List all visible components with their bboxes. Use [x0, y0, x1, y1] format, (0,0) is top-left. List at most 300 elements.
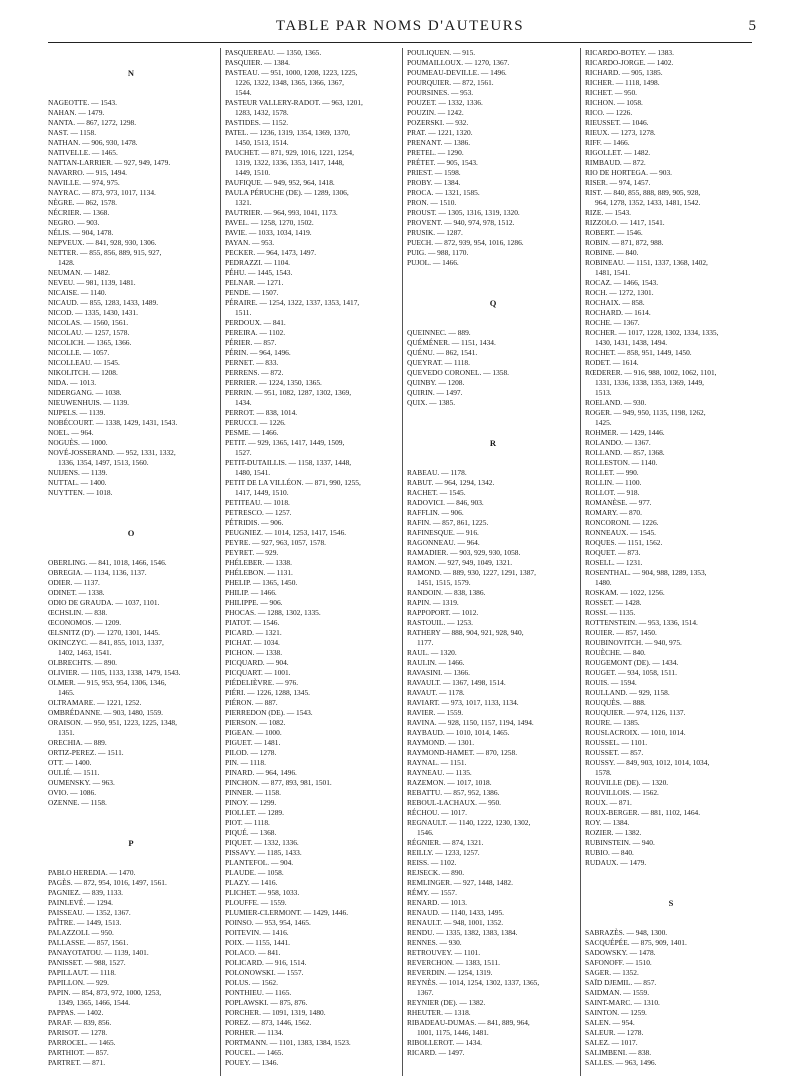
index-entry: PEUGNIEZ. — 1014, 1253, 1417, 1546. [225, 528, 347, 537]
index-entry: REVERCHON. — 1383, 1511. [407, 958, 500, 967]
index-entry: ROCH. — 1272, 1301. [585, 288, 654, 297]
index-entry: ROBIN. — 871, 872, 988. [585, 238, 664, 247]
index-entry: QUEYRAT. — 1118. [407, 358, 470, 367]
section-letter: S [668, 898, 674, 908]
index-entry: OUMENSKY. — 963. [48, 778, 115, 787]
index-entry-continuation: 1402, 1463, 1541. [58, 648, 112, 657]
index-entry: POUZIN. — 1242. [407, 108, 464, 117]
index-entry: NOEL. — 964. [48, 428, 94, 437]
index-entry-continuation: 1546. [417, 828, 434, 837]
index-entry: NAYRAC. — 873, 973, 1017, 1134. [48, 188, 156, 197]
index-entry: ROUX-BERGER. — 881, 1102, 1464. [585, 808, 701, 817]
index-entry: ROUGEMONT (DE). — 1434. [585, 658, 679, 667]
index-entry: OLMER. — 915, 953, 954, 1306, 1346, [48, 678, 167, 687]
index-entry: PAULA PÉRUCHE (DE). — 1289, 1306, [225, 188, 349, 197]
index-entry: PHILIP. — 1466. [225, 588, 277, 597]
index-entry: PASTEAU. — 951, 1000, 1208, 1223, 1225, [225, 68, 358, 77]
index-entry: NICAISE. — 1140. [48, 288, 107, 297]
index-entry: PÉRIER. — 857. [225, 338, 277, 347]
index-entry: QUIRIN. — 1497. [407, 388, 463, 397]
index-entry: ROSSET. — 1428. [585, 598, 642, 607]
index-entry: SAINT-MARC. — 1310. [585, 998, 660, 1007]
index-entry: RICHARD. — 905, 1385. [585, 68, 663, 77]
index-entry: ROLANDO. — 1367. [585, 438, 651, 447]
index-entry: NATHAN. — 906, 930, 1478. [48, 138, 138, 147]
index-entry: PUECH. — 872, 939, 954, 1016, 1286. [407, 238, 524, 247]
index-entry: ROULLAND. — 929, 1158. [585, 688, 670, 697]
index-entry: PARROCEL. — 1465. [48, 1038, 116, 1047]
index-entry: PILOD. — 1278. [225, 748, 277, 757]
index-entry: RAUL. — 1320. [407, 648, 457, 657]
index-entry: NUTTAL. — 1400. [48, 478, 107, 487]
index-entry: ŒCHSLIN. — 838. [48, 608, 108, 617]
index-entry-continuation: 1450, 1513, 1514. [235, 138, 289, 147]
index-entry: OBERLING. — 841, 1018, 1466, 1546. [48, 558, 167, 567]
index-entry: PIÉDELIÈVRE. — 976. [225, 678, 299, 687]
index-entry: ROY. — 1384. [585, 818, 630, 827]
index-entry: PÉRIN. — 964, 1496. [225, 348, 291, 357]
index-entry: RODET. — 1614. [585, 358, 639, 367]
index-entry: PENDE. — 1507. [225, 288, 279, 297]
index-entry: RATHERY — 888, 904, 921, 928, 940, [407, 628, 524, 637]
index-entry: RIGOLLET. — 1482. [585, 148, 651, 157]
index-entry: RAGONNEAU. — 964. [407, 538, 480, 547]
index-entry: PRENANT. — 1386. [407, 138, 471, 147]
index-entry: ROELAND. — 930. [585, 398, 647, 407]
index-entry-continuation: 1321. [235, 198, 252, 207]
index-entry-continuation: 1513. [595, 388, 612, 397]
index-entry-continuation: 1351. [58, 728, 75, 737]
index-entry: PICHON. — 1338. [225, 648, 283, 657]
spacer [48, 808, 214, 818]
index-entry: QUÉNU. — 862, 1541. [407, 348, 478, 357]
index-entry: PAGNIEZ. — 839, 1133. [48, 888, 124, 897]
index-entry: NICOLAU. — 1257, 1578. [48, 328, 130, 337]
index-entry: RADOVICI. — 846, 903. [407, 498, 484, 507]
index-entry: PLOUFFE. — 1559. [225, 898, 287, 907]
index-entry-continuation: 1428. [58, 258, 75, 267]
index-entry: RAFIN. — 857, 861, 1225. [407, 518, 489, 527]
spacer [48, 498, 214, 508]
index-entry: NAST. — 1158. [48, 128, 97, 137]
index-entry: RAYMOND-HAMET. — 870, 1258. [407, 748, 518, 757]
index-entry: PAVEL. — 1258, 1270, 1502. [225, 218, 314, 227]
index-entry: PHÉLEBER. — 1338. [225, 558, 292, 567]
index-entry: PANAYOTATOU. — 1139, 1401. [48, 948, 149, 957]
index-entry: POURSINES. — 953. [407, 88, 474, 97]
section-letter: O [127, 528, 135, 538]
index-entry-continuation: 1544. [235, 88, 252, 97]
index-entry: NEGRO. — 903. [48, 218, 100, 227]
spacer [407, 278, 579, 288]
index-entry: PIÉRON. — 887. [225, 698, 278, 707]
spacer [407, 308, 579, 318]
index-entry: ROLLAND. — 857, 1368. [585, 448, 665, 457]
index-entry: RICARDO-JORGE. — 1402. [585, 58, 674, 67]
index-entry: PRÉTET. — 905, 1543. [407, 158, 478, 167]
index-entry: ROCHE. — 1367. [585, 318, 640, 327]
index-entry: RONNEAUX. — 1545. [585, 528, 657, 537]
index-entry-continuation: 1451, 1515, 1579. [417, 578, 471, 587]
index-entry: POUCEL. — 1465. [225, 1048, 284, 1057]
index-entry: ROUIS. — 1594. [585, 678, 637, 687]
spacer [585, 918, 757, 928]
index-entry: ORECHIA. — 889. [48, 738, 107, 747]
index-entry: REILLY. — 1233, 1257. [407, 848, 480, 857]
index-entry: NÉLIS. — 904, 1478. [48, 228, 114, 237]
index-entry: ROMARY. — 870. [585, 508, 642, 517]
index-entry: NEPVEUX. — 841, 928, 930, 1306. [48, 238, 157, 247]
index-entry: PINCHON. — 877, 893, 981, 1501. [225, 778, 332, 787]
page-header [0, 18, 800, 40]
index-entry: PALLASSE. — 857, 1561. [48, 938, 129, 947]
index-entry: ROUQUÈS. — 888. [585, 698, 646, 707]
index-entry: OKINCZYC. — 841, 855, 1013, 1337, [48, 638, 164, 647]
index-column-1 [48, 48, 214, 1076]
index-entry: PICQUARD. — 904. [225, 658, 289, 667]
index-entry: POINSO. — 953, 954, 1465. [225, 918, 311, 927]
index-entry: PAVIE. — 1033, 1034, 1419. [225, 228, 312, 237]
index-entry: POUMEAU-DEVILLE. — 1496. [407, 68, 507, 77]
page-title: TABLE PAR NOMS D'AUTEURS [275, 18, 525, 34]
index-entry: POPLAWSKI. — 875, 876. [225, 998, 308, 1007]
spacer [48, 508, 214, 518]
index-entry: PETIT. — 929, 1365, 1417, 1449, 1509, [225, 438, 345, 447]
spacer [585, 908, 757, 918]
index-entry: PRIEST. — 1598. [407, 168, 461, 177]
index-entry: PÉHU. — 1445, 1543. [225, 268, 293, 277]
index-entry: PERRENS. — 872. [225, 368, 284, 377]
index-entry: PERRIER. — 1224, 1350, 1365. [225, 378, 322, 387]
index-entry: PINOY. — 1299. [225, 798, 277, 807]
index-entry: SALEUR. — 1278. [585, 1028, 644, 1037]
index-entry: NICOLICH. — 1365, 1366. [48, 338, 132, 347]
spacer [48, 518, 214, 528]
index-entry: PHELIP. — 1365, 1450. [225, 578, 298, 587]
index-entry-continuation: 1417, 1449, 1510. [235, 488, 289, 497]
index-entry: RACHET. — 1545. [407, 488, 466, 497]
index-entry: POLUS. — 1562. [225, 978, 278, 987]
spacer [48, 78, 214, 88]
index-entry: ROLLOT. — 918. [585, 488, 640, 497]
index-entry: NICOLAS. — 1560, 1561. [48, 318, 129, 327]
index-entry: PROUST. — 1305, 1316, 1319, 1320. [407, 208, 520, 217]
index-entry: ŒLSNITZ (D'). — 1270, 1301, 1445. [48, 628, 160, 637]
index-entry-continuation: 1481, 1541. [595, 268, 631, 277]
index-entry: ODIER. — 1137. [48, 578, 100, 587]
index-entry-continuation: 1430, 1431, 1438, 1494. [595, 338, 668, 347]
spacer [407, 288, 579, 298]
index-entry-continuation: 1283, 1432, 1578. [235, 108, 289, 117]
index-entry: RENAULT. — 948, 1001, 1352. [407, 918, 504, 927]
index-entry: NAVARRO. — 915, 1494. [48, 168, 127, 177]
index-entry-continuation: 1480, 1541. [235, 468, 271, 477]
index-entry: NICOLLEAU. — 1545. [48, 358, 120, 367]
index-columns [48, 48, 752, 1076]
index-entry: RICO. — 1226. [585, 108, 633, 117]
index-entry: PAUCHET. — 871, 929, 1016, 1221, 1254, [225, 148, 354, 157]
index-entry: RIZE. — 1543. [585, 208, 631, 217]
index-entry: QUÉMÉNER. — 1151, 1434. [407, 338, 496, 347]
index-entry: ROBERT. — 1546. [585, 228, 643, 237]
index-entry: ROUSSY. — 849, 903, 1012, 1014, 1034, [585, 758, 710, 767]
index-entry-continuation: 1177. [417, 638, 434, 647]
index-entry: ROUX. — 871. [585, 798, 632, 807]
spacer [407, 448, 579, 458]
index-entry-continuation: 1480. [595, 578, 612, 587]
index-entry: RETROUVEY. — 1101. [407, 948, 481, 957]
index-entry: NIEUWENHUIS. — 1139. [48, 398, 130, 407]
index-entry: PELNAR. — 1271. [225, 278, 284, 287]
index-entry: OTT. — 1400. [48, 758, 92, 767]
spacer [48, 828, 214, 838]
index-entry: SABRAZÈS. — 948, 1300. [585, 928, 668, 937]
index-entry: PIERREDON (DE). — 1543. [225, 708, 313, 717]
index-entry: PETITEAU. — 1018. [225, 498, 290, 507]
index-entry: POUZET. — 1332, 1336. [407, 98, 483, 107]
index-entry: PAYAN. — 953. [225, 238, 275, 247]
index-entry: PAÎTRE. — 1449, 1513. [48, 918, 122, 927]
index-entry: ROLLET. — 990. [585, 468, 639, 477]
spacer [48, 58, 214, 68]
spacer [407, 408, 579, 418]
index-entry: PINNER. — 1158. [225, 788, 281, 797]
index-entry: PETRESCO. — 1257. [225, 508, 292, 517]
spacer [48, 818, 214, 828]
index-entry: PORCHER. — 1091, 1319, 1480. [225, 1008, 326, 1017]
spacer [585, 868, 757, 878]
index-entry: OMBRÉDANNE. — 903, 1480, 1559. [48, 708, 163, 717]
index-entry: SAFONOFF. — 1510. [585, 958, 652, 967]
index-entry: PORTMANN. — 1101, 1383, 1384, 1523. [225, 1038, 351, 1047]
index-entry-continuation: 964, 1278, 1352, 1433, 1481, 1542. [595, 198, 701, 207]
index-entry-continuation: 1319, 1322, 1336, 1353, 1417, 1448, [235, 158, 345, 167]
index-entry: PARISOT. — 1278. [48, 1028, 108, 1037]
index-entry: PIQUÉ. — 1368. [225, 828, 277, 837]
index-entry: RENDU. — 1335, 1382, 1383, 1384. [407, 928, 518, 937]
index-entry: PECKER. — 964, 1473, 1497. [225, 248, 317, 257]
index-entry: QUIX. — 1385. [407, 398, 456, 407]
index-entry: ROBINEAU. — 1151, 1337, 1368, 1402, [585, 258, 708, 267]
index-entry: NIKOLITCH. — 1208. [48, 368, 118, 377]
index-entry: PASTEUR VALLERY-RADOT. — 963, 1201, [225, 98, 363, 107]
index-entry: RABEAU. — 1178. [407, 468, 467, 477]
index-entry-continuation: 1349, 1365, 1466, 1544. [58, 998, 131, 1007]
index-entry: ORAISON. — 950, 951, 1223, 1225, 1348, [48, 718, 177, 727]
index-entry-continuation: 1578. [595, 768, 612, 777]
index-entry: ROBINE. — 840. [585, 248, 639, 257]
index-entry-continuation: 1527. [235, 448, 252, 457]
spacer [585, 878, 757, 888]
index-entry: RAPIN. — 1319. [407, 598, 459, 607]
spacer [407, 458, 579, 468]
index-entry: NATIVELLE. — 1465. [48, 148, 118, 157]
index-entry: PIOLLET. — 1289. [225, 808, 284, 817]
index-entry: RAPPOPORT. — 1012. [407, 608, 479, 617]
index-entry: PUJOL. — 1466. [407, 258, 459, 267]
index-entry: SAÏD DJEMIL. — 857. [585, 978, 657, 987]
index-entry: QUEINNEC. — 889. [407, 328, 471, 337]
index-entry: REYNIER (DE). — 1382. [407, 998, 486, 1007]
index-entry: NUYTTEN. — 1018. [48, 488, 113, 497]
index-entry: SALEZ. — 1017. [585, 1038, 638, 1047]
index-entry: PAISSEAU. — 1352, 1367. [48, 908, 131, 917]
index-entry: NETTER. — 855, 856, 889, 915, 927, [48, 248, 162, 257]
index-entry: RAVIER. — 1559. [407, 708, 464, 717]
index-entry: NOBÉCOURT. — 1338, 1429, 1431, 1543. [48, 418, 178, 427]
index-entry: NIDA. — 1013. [48, 378, 97, 387]
page-number: 5 [748, 18, 756, 34]
index-entry: PERRIN. — 951, 1082, 1287, 1302, 1369, [225, 388, 352, 397]
index-entry: PINARD. — 964, 1496. [225, 768, 297, 777]
index-entry: ROZIER. — 1382. [585, 828, 642, 837]
index-entry: PASTIDES. — 1152. [225, 118, 289, 127]
index-entry: RISER. — 974, 1457. [585, 178, 651, 187]
index-entry: NICAUD. — 855, 1283, 1433, 1489. [48, 298, 159, 307]
index-entry: PIOT. — 1118. [225, 818, 270, 827]
index-entry: RAYBAUD. — 1010, 1014, 1465. [407, 728, 510, 737]
index-entry: NIDERGANG. — 1038. [48, 388, 122, 397]
spacer [407, 318, 579, 328]
index-entry: PHÉLEBON. — 1131. [225, 568, 293, 577]
index-entry: OLBRECHTS. — 890. [48, 658, 117, 667]
index-entry-continuation: 1425. [595, 418, 612, 427]
index-entry: RAFINESQUE. — 916. [407, 528, 479, 537]
index-entry: PHILIPPE. — 906. [225, 598, 283, 607]
index-entry: RÉCHOU. — 1017. [407, 808, 467, 817]
index-entry: RIEUX. — 1273, 1278. [585, 128, 656, 137]
index-entry: RICARD. — 1497. [407, 1048, 465, 1057]
index-entry: REGNAULT. — 1140, 1222, 1230, 1302, [407, 818, 531, 827]
index-entry: RABUT. — 964, 1294, 1342. [407, 478, 495, 487]
index-entry: RÉGNIER. — 874, 1321. [407, 838, 484, 847]
index-entry: PANISSET. — 988, 1527. [48, 958, 126, 967]
index-entry: REBATTU. — 857, 952, 1386. [407, 788, 500, 797]
index-entry: ROSKAM. — 1022, 1256. [585, 588, 665, 597]
index-entry: RIEUSSET. — 1046. [585, 118, 649, 127]
index-entry: SALLES. — 963, 1496. [585, 1058, 657, 1067]
index-entry: RIFF. — 1466. [585, 138, 630, 147]
index-entry: PAUTRIER. — 964, 993, 1041, 1173. [225, 208, 338, 217]
spacer [407, 418, 579, 428]
index-entry: POREZ. — 873, 1446, 1562. [225, 1018, 312, 1027]
index-entry: PAGÈS. — 872, 954, 1016, 1497, 1561. [48, 878, 167, 887]
index-entry-continuation: 1226, 1322, 1348, 1365, 1366, 1367, [235, 78, 345, 87]
index-entry: PLAZY. — 1416. [225, 878, 278, 887]
index-entry: NOVÉ-JOSSERAND. — 952, 1331, 1332, [48, 448, 176, 457]
index-column-3 [402, 48, 579, 1076]
index-entry: ROLLESTON. — 1140. [585, 458, 658, 467]
index-entry: PRAT. — 1221, 1320. [407, 128, 473, 137]
index-entry: SAGER. — 1352. [585, 968, 639, 977]
index-entry: PONTHIEU. — 1165. [225, 988, 292, 997]
index-entry: PEDRAZZI. — 1104. [225, 258, 291, 267]
index-entry: REYNÈS. — 1014, 1254, 1302, 1337, 1365, [407, 978, 540, 987]
index-entry: PÉTRIDIS. — 906. [225, 518, 284, 527]
index-entry: NICOLLE. — 1057. [48, 348, 110, 357]
index-entry: PUIG. — 988, 1170. [407, 248, 469, 257]
index-entry: PAINLEVÉ. — 1294. [48, 898, 114, 907]
index-entry: PARTRET. — 871. [48, 1058, 106, 1067]
index-entry: PLICHET. — 958, 1033. [225, 888, 300, 897]
index-entry: RIZZOLO. — 1417, 1541. [585, 218, 665, 227]
index-entry: PAPIN. — 854, 873, 972, 1000, 1253, [48, 988, 162, 997]
index-entry: NEUMAN. — 1482. [48, 268, 110, 277]
index-entry: RANDOIN. — 838, 1386. [407, 588, 486, 597]
index-entry: RAFFLIN. — 906. [407, 508, 464, 517]
index-entry: NANTA. — 867, 1272, 1298. [48, 118, 137, 127]
index-entry: ŒCONOMOS. — 1209. [48, 618, 122, 627]
index-entry: QUINBY. — 1208. [407, 378, 465, 387]
index-entry: NEVEU. — 981, 1139, 1481. [48, 278, 136, 287]
index-entry: ROUBINOVITCH. — 940, 975. [585, 638, 682, 647]
index-entry: ROSENTHAL. — 904, 988, 1289, 1353, [585, 568, 707, 577]
index-entry: ROUSLACROIX. — 1010, 1014. [585, 728, 686, 737]
index-entry: PICARD. — 1321. [225, 628, 282, 637]
index-entry: RICHER. — 1118, 1498. [585, 78, 660, 87]
spacer [48, 858, 214, 868]
index-entry: PORHER. — 1134. [225, 1028, 284, 1037]
index-entry: SALEN. — 954. [585, 1018, 635, 1027]
index-entry: NOGUÈS. — 1000. [48, 438, 108, 447]
index-entry: RHEUTER. — 1318. [407, 1008, 471, 1017]
index-entry: OBREGIA. — 1134, 1136, 1137. [48, 568, 147, 577]
index-entry: PHOCAS. — 1288, 1302, 1335. [225, 608, 321, 617]
index-entry: POLONOWSKI. — 1557. [225, 968, 304, 977]
index-entry: POIX. — 1155, 1441. [225, 938, 291, 947]
index-entry: PICQUART. — 1001. [225, 668, 291, 677]
index-entry: ODIO DE GRAUDA. — 1037, 1101. [48, 598, 160, 607]
index-entry-continuation: 1465. [58, 688, 75, 697]
index-entry: PIGUET. — 1481. [225, 738, 281, 747]
index-entry: PETIT-DUTAILLIS. — 1158, 1337, 1448, [225, 458, 352, 467]
index-entry: PASQUIER. — 1384. [225, 58, 291, 67]
index-entry: ROUVILLE (DE). — 1320. [585, 778, 669, 787]
index-entry: NIJPELS. — 1139. [48, 408, 106, 417]
index-entry: RAVASINI. — 1366. [407, 668, 470, 677]
index-entry: RIO DE HORTEGA. — 903. [585, 168, 673, 177]
index-entry: NAHAN. — 1479. [48, 108, 105, 117]
section-letter: P [128, 838, 134, 848]
index-entry: RAYNEAU. — 1135. [407, 768, 472, 777]
index-entry: ROHMER. — 1429, 1446. [585, 428, 665, 437]
spacer [407, 428, 579, 438]
index-entry-continuation: 1449, 1510. [235, 168, 271, 177]
index-entry: POURQUIER. — 872, 1561. [407, 78, 494, 87]
index-entry: ROURE. — 1385. [585, 718, 640, 727]
index-entry: PERNET. — 833. [225, 358, 279, 367]
index-entry: OLTRAMARE. — 1221, 1252. [48, 698, 142, 707]
index-entry: RÉMY. — 1557. [407, 888, 457, 897]
index-entry: ROTTENSTEIN. — 953, 1336, 1514. [585, 618, 698, 627]
index-entry: PIN. — 1118. [225, 758, 266, 767]
index-entry: PROVENT. — 940, 974, 978, 1512. [407, 218, 515, 227]
index-entry: PERROT. — 838, 1014. [225, 408, 298, 417]
index-entry: PARTHIOT. — 857. [48, 1048, 109, 1057]
index-entry: ROQUET. — 873. [585, 548, 641, 557]
index-entry: OULIÉ. — 1511. [48, 768, 100, 777]
index-entry-continuation: 1367. [417, 988, 434, 997]
index-entry: REISS. — 1102. [407, 858, 457, 867]
index-entry: PAPPAS. — 1402. [48, 1008, 104, 1017]
index-entry: ROSELL. — 1231. [585, 558, 643, 567]
index-entry: ROCAZ. — 1466, 1543. [585, 278, 659, 287]
index-entry: RAZEMON. — 1017, 1018. [407, 778, 492, 787]
spacer [585, 888, 757, 898]
spacer [48, 848, 214, 858]
index-entry: PRUSIK. — 1287. [407, 228, 463, 237]
index-entry: PALAZZOLI. — 950. [48, 928, 114, 937]
